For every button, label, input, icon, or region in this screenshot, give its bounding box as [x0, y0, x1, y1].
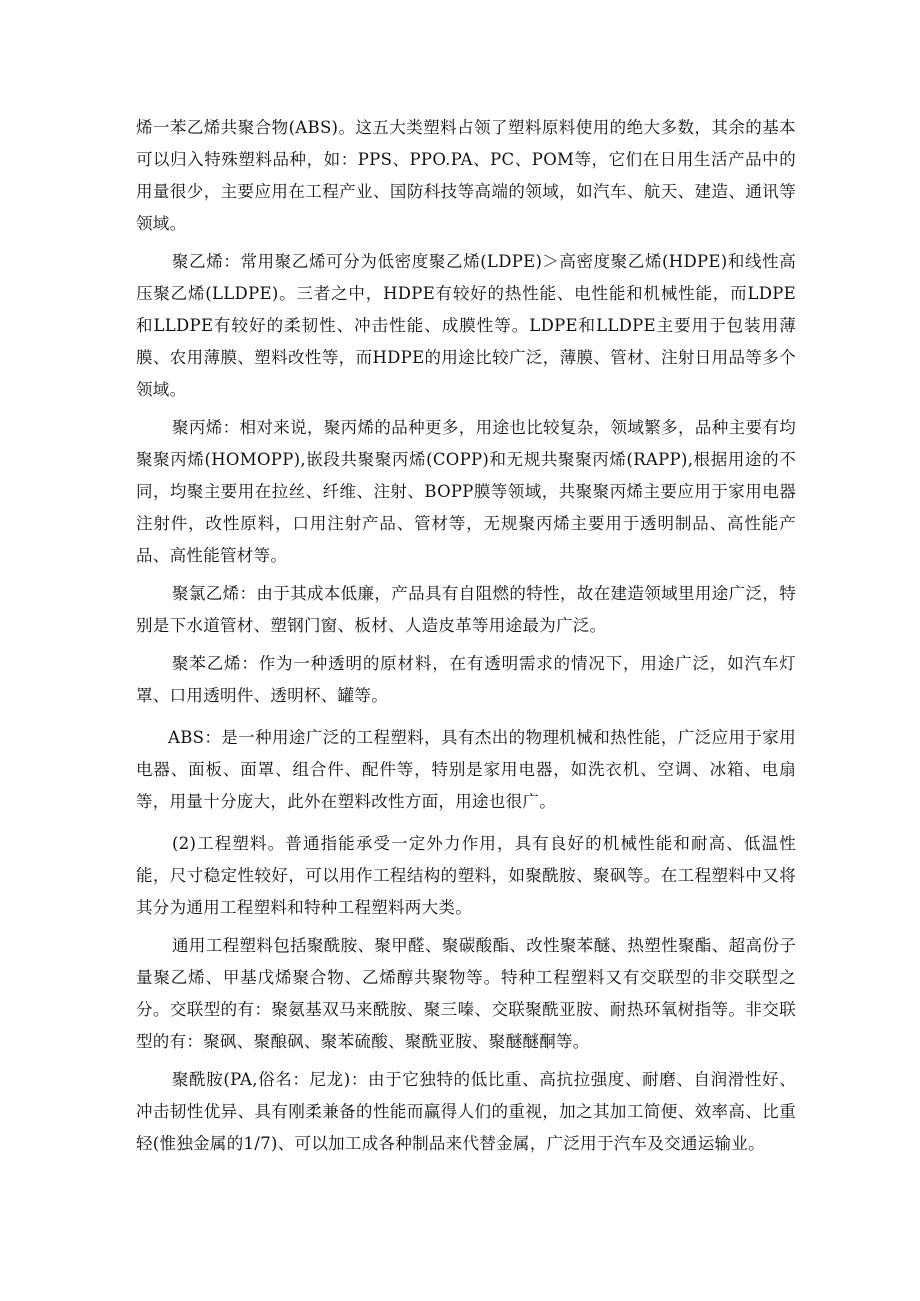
- paragraph-engineering-plastics: (2)工程塑料。普通指能承受一定外力作用，具有良好的机械性能和耐高、低温性能，尺寸稳定性较好，可以用作工程结构的塑料，如聚酰胺、聚砜等。在工程塑料中又将其分为通用工程塑料和特种工程塑料两大类。: [136, 834, 796, 917]
- paragraph-polystyrene: 聚苯乙烯：作为一种透明的原材料，在有透明需求的情况下，用途广泛，如汽车灯罩、口用透明件、透明杯、罐等。: [136, 654, 796, 705]
- document-body: [136, 112, 796, 1166]
- paragraph-polyamide: 聚酰胺(PA,俗名：尼龙)：由于它独特的低比重、高抗拉强度、耐磨、自润滑性好、冲击韧性优异、具有刚柔兼备的性能而赢得人们的重视，加之其加工简便、效率高、比重轻(惟独金属的1/7)、可以加工成各种制品来代替金属，广泛用于汽车及交通运输业。: [136, 1070, 796, 1153]
- paragraph-pvc: 聚氯乙烯：由于其成本低廉，产品具有自阻燃的特性，故在建造领域里用途广泛，特别是下水道管材、塑钢门窗、板材、人造皮革等用途最为广泛。: [136, 584, 796, 635]
- paragraph-polypropylene: 聚丙烯：相对来说，聚丙烯的品种更多，用途也比较复杂，领域繁多，品种主要有均聚聚丙烯(HOMOPP),嵌段共聚聚丙烯(COPP)和无规共聚聚丙烯(RAPP),根据用途的不同，均聚主要用在拉丝、纤维、注射、BOPP膜等领域，共聚聚丙烯主要应用于家用电器注射件，改性原料，口用注射产品、管材等，无规聚丙烯主要用于透明制品、高性能产品、高性能管材等。: [136, 418, 796, 565]
- paragraph-polyethylene: 聚乙烯：常用聚乙烯可分为低密度聚乙烯(LDPE)＞高密度聚乙烯(HDPE)和线性高压聚乙烯(LLDPE)。三者之中，HDPE有较好的热性能、电性能和机械性能，而LDPE和LLDPE有较好的柔韧性、冲击性能、成膜性等。LDPE和LLDPE主要用于包装用薄膜、农用薄膜、塑料改性等，而HDPE的用途比较广泛，薄膜、管材、注射日用品等多个领域。: [136, 252, 796, 399]
- paragraph-abs-intro-continued: 烯一苯乙烯共聚合物(ABS)。这五大类塑料占领了塑料原料使用的绝大多数，其余的基本可以归入特殊塑料品种，如：PPS、PPO.PA、PC、POM等，它们在日用生活产品中的用量很少，主要应用在工程产业、国防科技等高端的领域，如汽车、航天、建造、通讯等领域。: [136, 118, 796, 233]
- paragraph-abs: ABS：是一种用途广泛的工程塑料，具有杰出的物理机械和热性能，广泛应用于家用电器、面板、面罩、组合件、配件等，特别是家用电器，如洗衣机、空调、冰箱、电扇等，用量十分庞大，此外在塑料改性方面，用途也很广。: [136, 728, 796, 811]
- paragraph-general-engineering-plastics: 通用工程塑料包括聚酰胺、聚甲醛、聚碳酸酯、改性聚苯醚、热塑性聚酯、超高份子量聚乙烯、甲基戊烯聚合物、乙烯醇共聚物等。特种工程塑料又有交联型的非交联型之分。交联型的有：聚氨基双马来酰胺、聚三嗪、交联聚酰亚胺、耐热环氧树指等。非交联型的有：聚砜、聚酿砜、聚苯硫酸、聚酰亚胺、聚醚醚酮等。: [136, 936, 796, 1051]
